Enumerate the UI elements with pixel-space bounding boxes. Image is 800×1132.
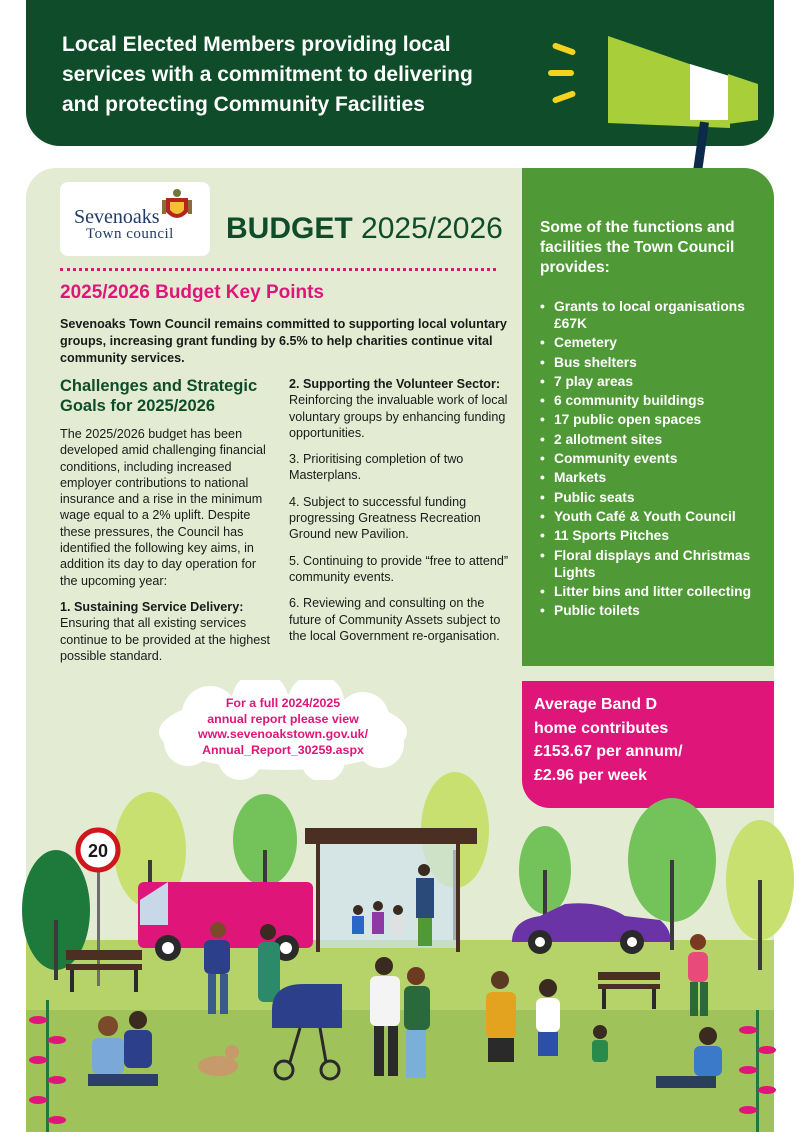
- budget-title: [226, 212, 503, 246]
- banner-title: [62, 30, 542, 120]
- key-points-intro: Sevenoaks Town Council remains committed to supporting local voluntary groups, increasing grant funding by 6.5% to help charities continue vital community services.: [60, 317, 507, 365]
- list-item: • Cemetery: [540, 334, 770, 351]
- logo-line2: Town council: [86, 226, 174, 242]
- list-item: • Public seats: [540, 489, 770, 506]
- report-cloud-url-line2[interactable]: Annual_Report_30259.aspx: [202, 742, 364, 757]
- park-scene-illustration: [0, 770, 800, 1132]
- list-item: • Grants to local organisations £67K: [540, 298, 770, 332]
- list-item: • 11 Sports Pitches: [540, 527, 770, 544]
- point-1-text: Ensuring that all existing services continue to be provided at the highest possible standard.: [60, 616, 271, 663]
- list-item: • Public toilets: [540, 602, 770, 619]
- band-d-line1: Average Band D: [534, 696, 657, 713]
- banner-title-line1: Local Elected Members providing local: [62, 33, 451, 56]
- list-item: • 7 play areas: [540, 373, 770, 390]
- point-4: 4. Subject to successful funding progressing Greatness Recreation Ground new Pavilion.: [289, 494, 481, 542]
- annual-report-link[interactable]: [163, 696, 403, 758]
- megaphone-icon: [520, 28, 790, 188]
- functions-panel: [522, 168, 774, 666]
- point-5: 5. Continuing to provide “free to attend” community events.: [289, 553, 509, 584]
- report-cloud-line1: For a full 2024/2025: [225, 696, 341, 710]
- point-1: [60, 599, 272, 664]
- list-item: • Floral displays and Christmas Lights: [540, 547, 770, 581]
- list-item: • 2 allotment sites: [540, 431, 770, 448]
- list-item: • Litter bins and litter collecting: [540, 583, 770, 600]
- band-d-line4: £2.96 per week: [534, 766, 647, 784]
- budget-title-year: 2025/2026: [361, 212, 503, 245]
- bus-shelter: [305, 828, 477, 952]
- challenges-body: The 2025/2026 budget has been developed amid challenging financial conditions, including increased employer contributions to national insurance and a rise in the minimum wage equal to a 2% uplift. Despite these pressures, the Council has identified the following key aims, in addition its day to day operation for the upcoming year:: [60, 427, 266, 588]
- functions-heading: Some of the functions and facilities the Town Council provides:: [540, 219, 735, 276]
- report-cloud-url-line1[interactable]: www.sevenoakstown.gov.uk/: [197, 727, 369, 741]
- speed-sign-text: 20: [87, 841, 109, 861]
- report-cloud-line2: annual report please view: [207, 711, 359, 726]
- banner-title-line3: and protecting Community Facilities: [62, 93, 425, 116]
- band-d-line2: home contributes: [534, 719, 669, 737]
- dotted-divider: [60, 268, 496, 271]
- challenges-column: [60, 376, 272, 674]
- band-d-line3: £153.67 per annum/: [534, 743, 683, 760]
- list-item: • Youth Café & Youth Council: [540, 508, 770, 525]
- functions-list: [540, 298, 770, 621]
- point-2-text: Reinforcing the invaluable work of local voluntary groups by enhancing funding opportunities.: [289, 393, 508, 440]
- banner-title-line2: services with a commitment to delivering: [62, 63, 473, 86]
- point-1-title: 1. Sustaining Service Delivery:: [60, 599, 244, 614]
- list-item: • 6 community buildings: [540, 392, 770, 409]
- point-2: [289, 376, 509, 441]
- list-item: • Markets: [540, 469, 770, 486]
- logo-line1: Sevenoaks: [74, 206, 160, 228]
- crest-icon: [160, 188, 194, 226]
- point-3: 3. Prioritising completion of two Masterplans.: [289, 452, 464, 483]
- list-item: • Community events: [540, 450, 770, 467]
- budget-title-word: BUDGET: [226, 212, 353, 245]
- list-item: • 17 public open spaces: [540, 411, 770, 428]
- town-council-logo: [60, 182, 210, 256]
- list-item: • Bus shelters: [540, 354, 770, 371]
- key-points-heading: 2025/2026 Budget Key Points: [60, 282, 324, 303]
- point-6: 6. Reviewing and consulting on the future of Community Assets subject to the local Government re-organisation.: [289, 596, 501, 643]
- challenges-heading: Challenges and Strategic Goals for 2025/2026: [60, 377, 258, 415]
- aims-column: [289, 376, 509, 654]
- point-2-title: 2. Supporting the Volunteer Sector:: [289, 377, 501, 391]
